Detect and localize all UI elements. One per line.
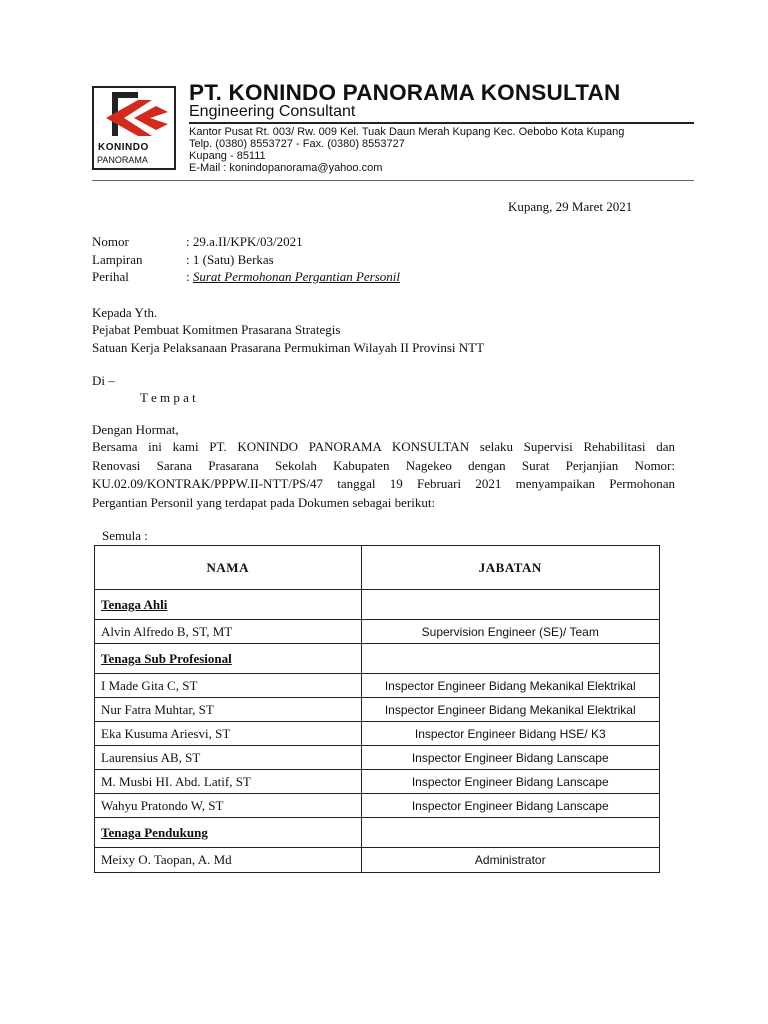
cell-jabatan: Inspector Engineer Bidang Lanscape <box>361 746 659 770</box>
recipient-line-2: Pejabat Pembuat Komitmen Prasarana Strategis <box>92 322 341 337</box>
company-subtitle: Engineering Consultant <box>189 103 356 120</box>
recipient-line-3: Satuan Kerja Pelaksanaan Prasarana Permukiman Wilayah II Provinsi NTT <box>92 340 485 355</box>
personnel-table <box>94 545 660 873</box>
konindo-logo-icon <box>94 88 174 140</box>
table-row <box>95 770 660 794</box>
cell-jabatan: Administrator <box>361 848 659 873</box>
table-row <box>95 794 660 818</box>
header-jabatan: JABATAN <box>361 546 659 590</box>
perihal-colon: : <box>186 269 193 284</box>
table-group-row <box>95 644 660 674</box>
company-phone: Telp. (0380) 8553727 - Fax. (0380) 8553727 <box>189 138 405 150</box>
cell-jabatan: Inspector Engineer Bidang Lanscape <box>361 794 659 818</box>
group-label: Tenaga Sub Profesional <box>95 644 362 674</box>
table-row <box>95 620 660 644</box>
body-line: Renovasi Sarana Prasarana Sekolah Kabupaten Nagekeo dengan Surat Perjanjian Nomor: <box>92 457 675 473</box>
cell-jabatan: Supervision Engineer (SE)/ Team <box>361 620 659 644</box>
meta-value-nomor: : 29.a.II/KPK/03/2021 <box>186 234 303 249</box>
cell-jabatan: Inspector Engineer Bidang Mekanikal Elektrikal <box>361 698 659 722</box>
meta-value-lampiran: : 1 (Satu) Berkas <box>186 252 274 267</box>
group-label: Tenaga Pendukung <box>95 818 362 848</box>
table-row <box>95 698 660 722</box>
greeting: Dengan Hormat, <box>92 422 179 437</box>
cell-nama: I Made Gita C, ST <box>95 674 362 698</box>
semula-label: Semula : <box>102 528 148 543</box>
cell-nama: Laurensius AB, ST <box>95 746 362 770</box>
company-name: PT. KONINDO PANORAMA KONSULTAN <box>189 80 621 105</box>
cell-nama: M. Musbi HI. Abd. Latif, ST <box>95 770 362 794</box>
company-email: E-Mail : konindopanorama@yahoo.com <box>189 162 383 174</box>
body-line: Pergantian Personil yang terdapat pada Dokumen sebagai berikut: <box>92 494 436 510</box>
letterhead-bottom-rule <box>92 180 694 181</box>
body-line: Bersama ini kami PT. KONINDO PANORAMA KONSULTAN selaku Supervisi Rehabilitasi dan <box>92 439 675 454</box>
table-group-row <box>95 590 660 620</box>
di-label: Di – <box>92 373 115 388</box>
body-line: KU.02.09/KONTRAK/PPPW.II-NTT/PS/47 tanggal 19 Februari 2021 menyampaikan Permohonan <box>92 476 675 491</box>
meta-label-lampiran: Lampiran <box>92 252 143 267</box>
company-city: Kupang - 85111 <box>189 150 266 162</box>
tempat-label: T e m p a t <box>140 390 196 405</box>
header-divider <box>189 122 694 124</box>
meta-label-perihal: Perihal <box>92 269 129 284</box>
letter-date: Kupang, 29 Maret 2021 <box>508 199 633 214</box>
table-header-row <box>95 546 660 590</box>
company-address: Kantor Pusat Rt. 003/ Rw. 009 Kel. Tuak Daun Merah Kupang Kec. Oebobo Kota Kupang <box>189 126 625 138</box>
cell-nama: Meixy O. Taopan, A. Md <box>95 848 362 873</box>
perihal-subject: Surat Permohonan Pergantian Personil <box>192 269 401 284</box>
table-row <box>95 746 660 770</box>
logo-text-panorama: PANORAMA <box>97 155 148 165</box>
cell-jabatan: Inspector Engineer Bidang Lanscape <box>361 770 659 794</box>
table-group-row <box>95 818 660 848</box>
company-logo <box>92 86 176 170</box>
logo-text-konindo: KONINDO <box>98 142 149 153</box>
cell-nama: Wahyu Pratondo W, ST <box>95 794 362 818</box>
meta-value-perihal <box>186 269 400 285</box>
cell-jabatan: Inspector Engineer Bidang Mekanikal Elektrikal <box>361 674 659 698</box>
cell-nama: Eka Kusuma Ariesvi, ST <box>95 722 362 746</box>
cell-jabatan: Inspector Engineer Bidang HSE/ K3 <box>361 722 659 746</box>
cell-nama: Alvin Alfredo B, ST, MT <box>95 620 362 644</box>
header-nama: NAMA <box>95 546 362 590</box>
group-label: Tenaga Ahli <box>95 590 362 620</box>
table-row <box>95 674 660 698</box>
body-paragraph <box>92 438 675 512</box>
group-empty-cell <box>361 644 659 674</box>
cell-nama: Nur Fatra Muhtar, ST <box>95 698 362 722</box>
recipient-line-1: Kepada Yth. <box>92 305 158 320</box>
group-empty-cell <box>361 818 659 848</box>
meta-label-nomor: Nomor <box>92 234 129 249</box>
table-row <box>95 722 660 746</box>
group-empty-cell <box>361 590 659 620</box>
table-row <box>95 848 660 873</box>
